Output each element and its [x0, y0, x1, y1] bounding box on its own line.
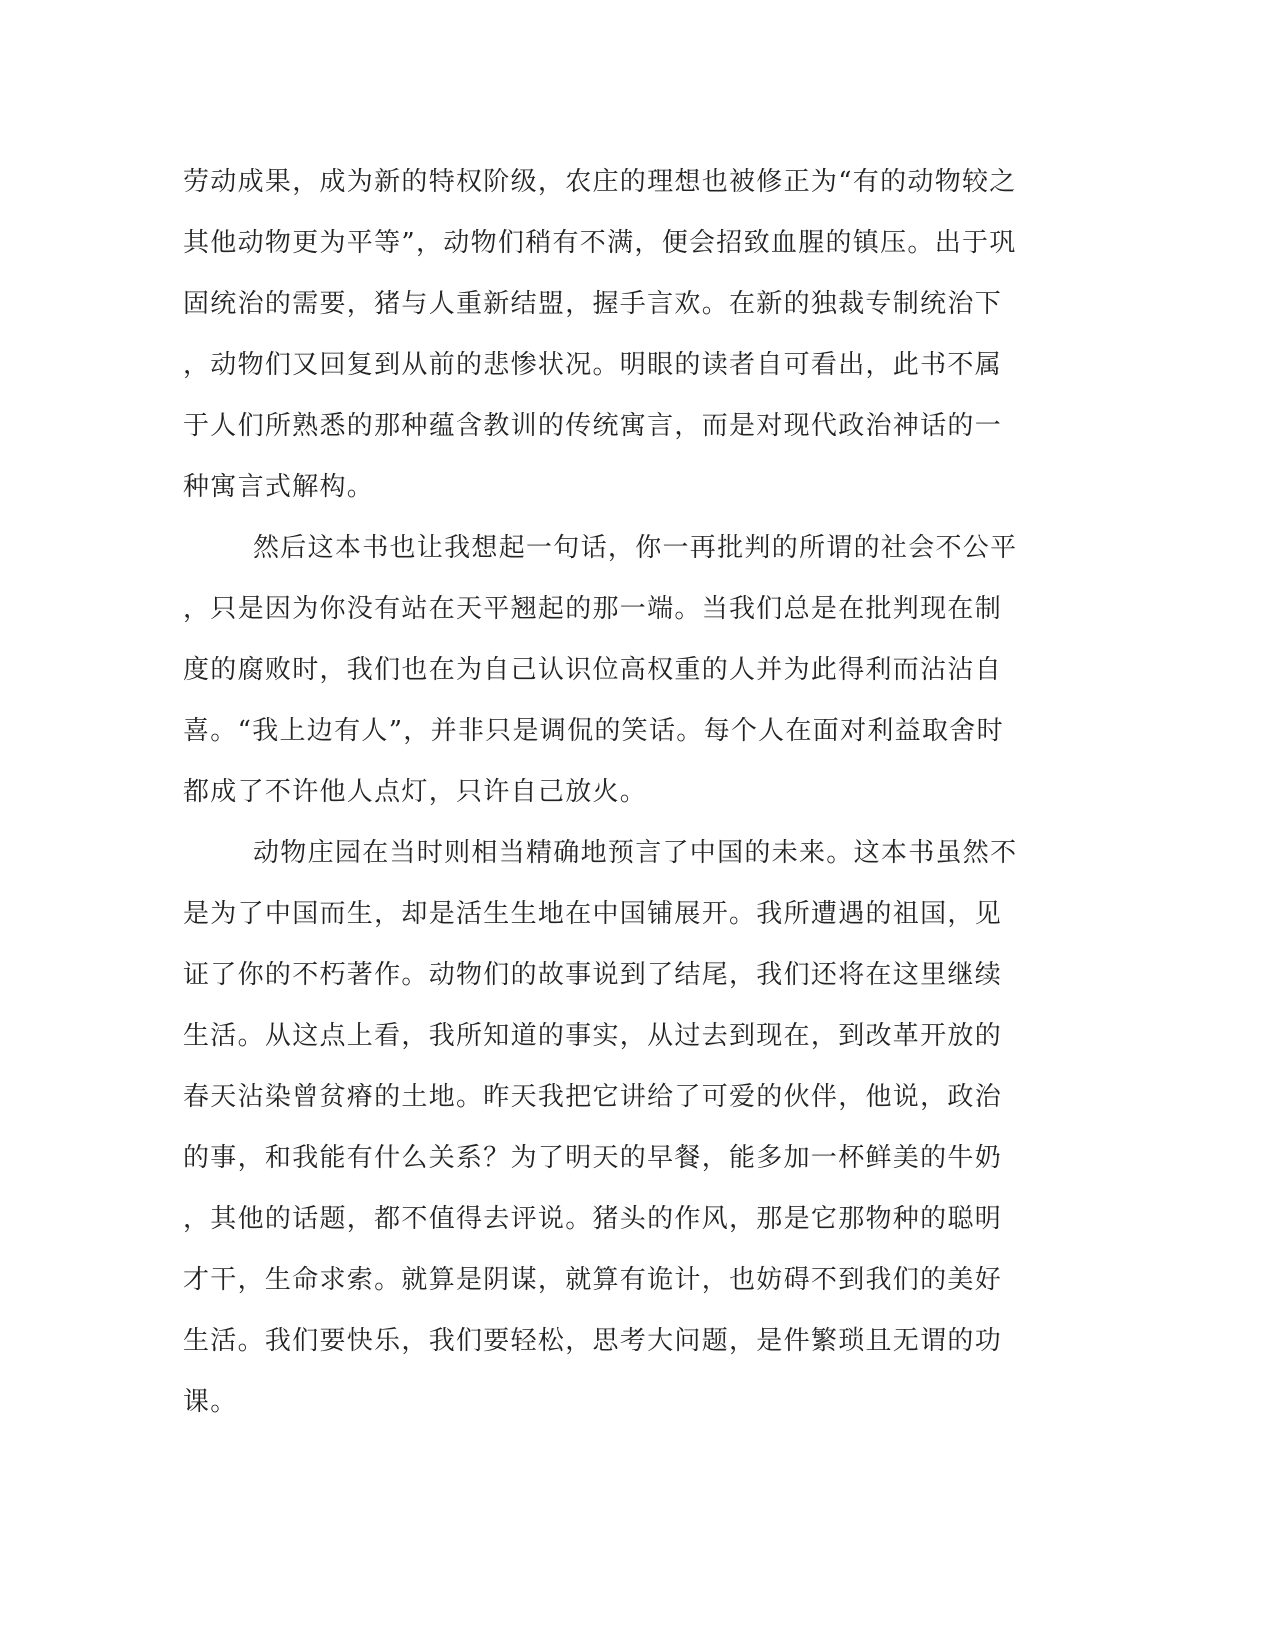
text-line: 固统治的需要，猪与人重新结盟，握手言欢。在新的独裁专制统治下 — [183, 289, 1003, 319]
text-line: 春天沾染曾贫瘠的土地。昨天我把它讲给了可爱的伙伴，他说，政治 — [183, 1082, 1003, 1112]
text-line: 课。 — [183, 1387, 238, 1417]
text-line: 证了你的不朽著作。动物们的故事说到了结尾，我们还将在这里继续 — [183, 960, 1003, 990]
text-line: ，其他的话题，都不值得去评说。猪头的作风，那是它那物种的聪明 — [183, 1204, 1003, 1234]
text-line: 是为了中国而生，却是活生生地在中国铺展开。我所遭遇的祖国，见 — [183, 899, 1003, 929]
paragraph-first-line: 然后这本书也让我想起一句话，你一再批判的所谓的社会不公平 — [253, 533, 1018, 563]
text-line: 喜。“我上边有人”，并非只是调侃的笑话。每个人在面对利益取舍时 — [183, 716, 1004, 746]
text-line: 于人们所熟悉的那种蕴含教训的传统寓言，而是对现代政治神话的一 — [183, 411, 1003, 441]
text-line: ，只是因为你没有站在天平翘起的那一端。当我们总是在批判现在制 — [183, 594, 1003, 624]
text-line: 才干，生命求索。就算是阴谋，就算有诡计，也妨碍不到我们的美好 — [183, 1265, 1003, 1295]
text-line: 度的腐败时，我们也在为自己认识位高权重的人并为此得利而沾沾自 — [183, 655, 1003, 685]
text-line: 其他动物更为平等”，动物们稍有不满，便会招致血腥的镇压。出于巩 — [183, 228, 1017, 258]
paragraph-first-line: 动物庄园在当时则相当精确地预言了中国的未来。这本书虽然不 — [253, 838, 1018, 868]
text-line: ，动物们又回复到从前的悲惨状况。明眼的读者自可看出，此书不属 — [183, 350, 1003, 380]
text-line: 生活。从这点上看，我所知道的事实，从过去到现在，到改革开放的 — [183, 1021, 1003, 1051]
text-line: 种寓言式解构。 — [183, 472, 375, 502]
text-line: 劳动成果，成为新的特权阶级，农庄的理想也被修正为“有的动物较之 — [183, 167, 1017, 197]
text-line: 的事，和我能有什么关系？为了明天的早餐，能多加一杯鲜美的牛奶 — [183, 1143, 1003, 1173]
text-line: 都成了不许他人点灯，只许自己放火。 — [183, 777, 648, 807]
text-line: 生活。我们要快乐，我们要轻松，思考大问题，是件繁琐且无谓的功 — [183, 1326, 1003, 1356]
